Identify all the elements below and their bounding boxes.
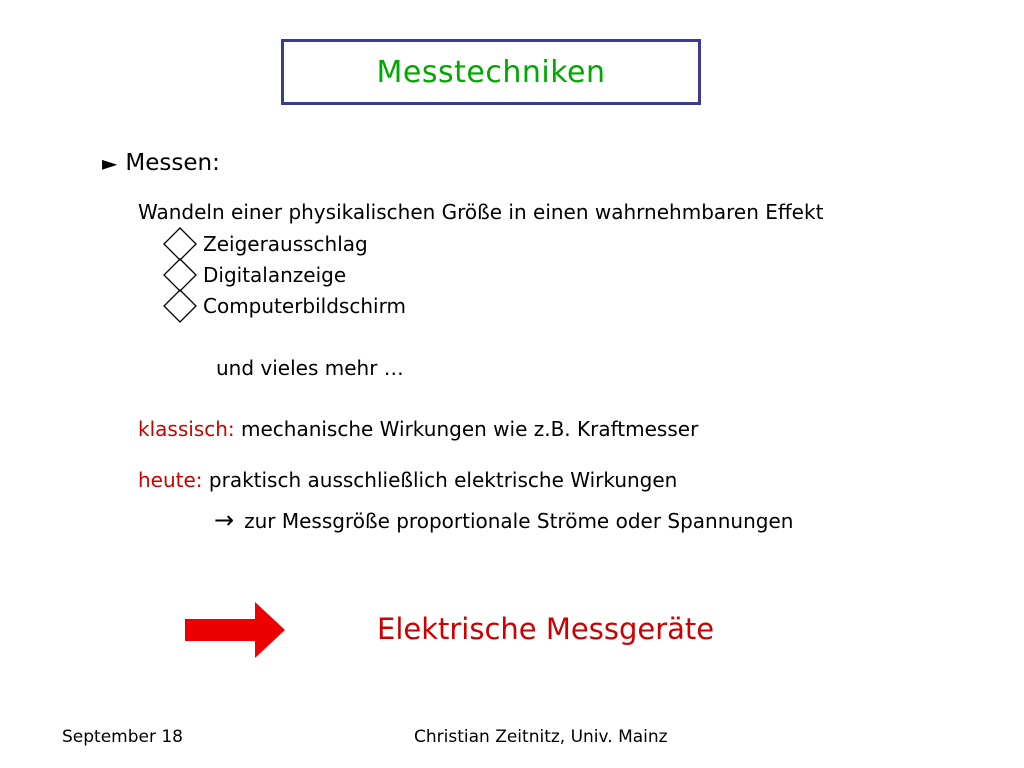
diamond-bullet-icon <box>163 289 197 323</box>
list-item <box>163 258 346 292</box>
today-line <box>138 468 677 492</box>
list-item-label: Digitalanzeige <box>203 263 347 287</box>
consequence-line <box>214 506 793 534</box>
today-text: praktisch ausschließlich elektrische Wirkungen <box>202 468 678 492</box>
diamond-bullet-icon <box>163 258 197 292</box>
list-item <box>163 227 368 261</box>
conclusion-text: Elektrische Messgeräte <box>377 612 715 646</box>
more-text: und vieles mehr … <box>216 356 404 380</box>
list-item <box>163 289 406 323</box>
title-box <box>281 39 701 105</box>
red-arrow-icon <box>185 602 285 658</box>
today-label: heute: <box>138 468 203 492</box>
classic-line <box>138 417 698 441</box>
page-title: Messtechniken <box>376 54 606 90</box>
classic-label: klassisch: <box>138 417 235 441</box>
diamond-bullet-icon <box>163 227 197 261</box>
bullet-triangle-icon: ► <box>102 151 118 175</box>
classic-text: mechanische Wirkungen wie z.B. Kraftmesser <box>234 417 699 441</box>
footer-author: Christian Zeitnitz, Univ. Mainz <box>414 727 668 747</box>
list-item-label: Zeigerausschlag <box>203 232 368 256</box>
definition-text: Wandeln einer physikalischen Größe in einen wahrnehmbaren Effekt <box>138 200 824 224</box>
footer-date: September 18 <box>62 727 184 747</box>
bullet-heading: Messen: <box>125 150 220 176</box>
right-arrow-icon: → <box>214 506 235 534</box>
list-item-label: Computerbildschirm <box>203 294 406 318</box>
consequence-text: zur Messgröße proportionale Ströme oder Spannungen <box>244 509 794 533</box>
bullet-heading-line <box>102 150 220 176</box>
